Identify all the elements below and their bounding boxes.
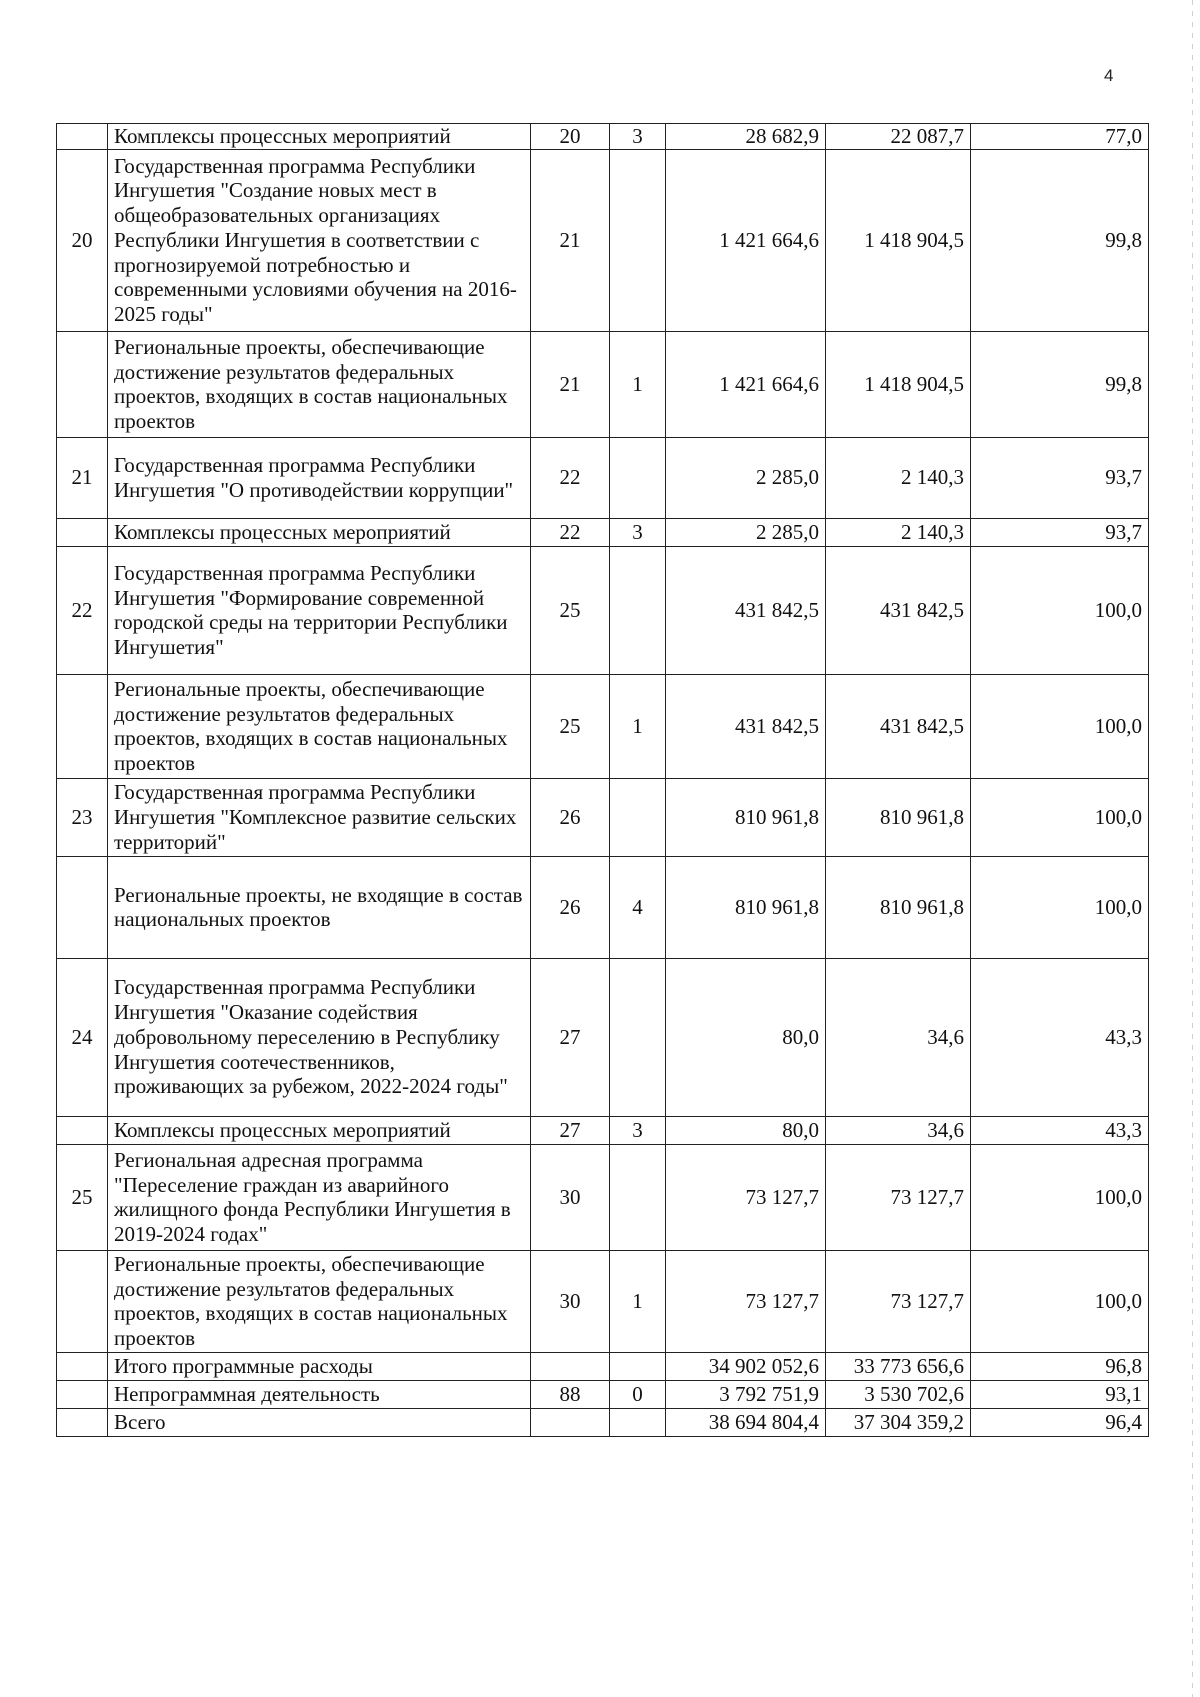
row-name: Государственная программа Республики Ингушетия "Оказание содействия добровольному переселению в Республику Ингушетия соотечественников, проживающих за рубежом, 2022-2024 годы" bbox=[108, 958, 531, 1116]
row-plan-amount: 28 682,9 bbox=[666, 124, 826, 150]
row-fact-amount: 431 842,5 bbox=[826, 674, 971, 778]
row-plan-amount: 431 842,5 bbox=[666, 546, 826, 674]
row-percent: 100,0 bbox=[971, 778, 1149, 856]
row-number: 22 bbox=[57, 546, 108, 674]
row-name: Итого программные расходы bbox=[108, 1352, 531, 1380]
row-subcode: 0 bbox=[610, 1380, 666, 1408]
table-row bbox=[57, 1408, 1149, 1436]
row-name: Региональные проекты, обеспечивающие достижение результатов федеральных проектов, входящих в состав национальных проектов bbox=[108, 674, 531, 778]
table-row bbox=[57, 1250, 1149, 1352]
table-row bbox=[57, 1380, 1149, 1408]
row-fact-amount: 22 087,7 bbox=[826, 124, 971, 150]
row-number: 21 bbox=[57, 437, 108, 518]
row-number bbox=[57, 1352, 108, 1380]
row-name: Региональные проекты, обеспечивающие достижение результатов федеральных проектов, входящих в состав национальных проектов bbox=[108, 331, 531, 437]
row-code: 22 bbox=[531, 518, 610, 546]
row-name: Государственная программа Республики Ингушетия "Создание новых мест в общеобразовательных организациях Республики Ингушетия в соответствии с прогнозируемой потребностью и современными условиями обучения на 2016-2025 годы" bbox=[108, 149, 531, 331]
row-code: 21 bbox=[531, 331, 610, 437]
row-percent: 99,8 bbox=[971, 149, 1149, 331]
row-plan-amount: 810 961,8 bbox=[666, 856, 826, 958]
row-percent: 93,1 bbox=[971, 1380, 1149, 1408]
row-code: 25 bbox=[531, 546, 610, 674]
scan-edge-line bbox=[1192, 0, 1193, 1697]
row-subcode bbox=[610, 546, 666, 674]
row-plan-amount: 38 694 804,4 bbox=[666, 1408, 826, 1436]
row-fact-amount: 2 140,3 bbox=[826, 437, 971, 518]
row-code bbox=[531, 1408, 610, 1436]
row-plan-amount: 1 421 664,6 bbox=[666, 331, 826, 437]
row-name: Всего bbox=[108, 1408, 531, 1436]
row-code: 21 bbox=[531, 149, 610, 331]
table-row bbox=[57, 124, 1149, 150]
row-code: 30 bbox=[531, 1144, 610, 1250]
row-number: 20 bbox=[57, 149, 108, 331]
row-subcode bbox=[610, 1408, 666, 1436]
row-subcode: 4 bbox=[610, 856, 666, 958]
row-percent: 43,3 bbox=[971, 1116, 1149, 1144]
row-number bbox=[57, 518, 108, 546]
row-subcode: 3 bbox=[610, 1116, 666, 1144]
row-subcode: 3 bbox=[610, 518, 666, 546]
row-percent: 100,0 bbox=[971, 856, 1149, 958]
row-number bbox=[57, 674, 108, 778]
row-number bbox=[57, 331, 108, 437]
row-code: 27 bbox=[531, 1116, 610, 1144]
row-number: 23 bbox=[57, 778, 108, 856]
row-name: Комплексы процессных мероприятий bbox=[108, 124, 531, 150]
table-row bbox=[57, 674, 1149, 778]
row-code bbox=[531, 1352, 610, 1380]
row-fact-amount: 73 127,7 bbox=[826, 1144, 971, 1250]
row-subcode: 3 bbox=[610, 124, 666, 150]
row-plan-amount: 2 285,0 bbox=[666, 437, 826, 518]
row-number bbox=[57, 856, 108, 958]
row-fact-amount: 2 140,3 bbox=[826, 518, 971, 546]
row-plan-amount: 34 902 052,6 bbox=[666, 1352, 826, 1380]
row-subcode bbox=[610, 958, 666, 1116]
row-plan-amount: 810 961,8 bbox=[666, 778, 826, 856]
table-row bbox=[57, 437, 1149, 518]
row-code: 26 bbox=[531, 856, 610, 958]
row-number bbox=[57, 1380, 108, 1408]
row-name: Комплексы процессных мероприятий bbox=[108, 518, 531, 546]
table-row bbox=[57, 1144, 1149, 1250]
row-subcode: 1 bbox=[610, 674, 666, 778]
row-code: 20 bbox=[531, 124, 610, 150]
row-plan-amount: 431 842,5 bbox=[666, 674, 826, 778]
row-number bbox=[57, 1250, 108, 1352]
row-number bbox=[57, 1116, 108, 1144]
row-percent: 96,4 bbox=[971, 1408, 1149, 1436]
row-code: 22 bbox=[531, 437, 610, 518]
row-fact-amount: 1 418 904,5 bbox=[826, 149, 971, 331]
row-name: Региональные проекты, не входящие в состав национальных проектов bbox=[108, 856, 531, 958]
row-fact-amount: 810 961,8 bbox=[826, 778, 971, 856]
row-code: 27 bbox=[531, 958, 610, 1116]
row-name: Государственная программа Республики Ингушетия "О противодействии коррупции" bbox=[108, 437, 531, 518]
row-name: Комплексы процессных мероприятий bbox=[108, 1116, 531, 1144]
row-percent: 93,7 bbox=[971, 518, 1149, 546]
row-name: Региональная адресная программа "Переселение граждан из аварийного жилищного фонда Республики Ингушетия в 2019-2024 годах" bbox=[108, 1144, 531, 1250]
row-code: 88 bbox=[531, 1380, 610, 1408]
row-subcode bbox=[610, 1144, 666, 1250]
row-plan-amount: 3 792 751,9 bbox=[666, 1380, 826, 1408]
row-percent: 100,0 bbox=[971, 546, 1149, 674]
row-percent: 99,8 bbox=[971, 331, 1149, 437]
row-subcode bbox=[610, 437, 666, 518]
table-row bbox=[57, 546, 1149, 674]
table-row bbox=[57, 778, 1149, 856]
row-number: 25 bbox=[57, 1144, 108, 1250]
row-fact-amount: 73 127,7 bbox=[826, 1250, 971, 1352]
row-fact-amount: 3 530 702,6 bbox=[826, 1380, 971, 1408]
row-fact-amount: 37 304 359,2 bbox=[826, 1408, 971, 1436]
page-number: 4 bbox=[1104, 66, 1114, 85]
row-percent: 93,7 bbox=[971, 437, 1149, 518]
row-name: Региональные проекты, обеспечивающие достижение результатов федеральных проектов, входящих в состав национальных проектов bbox=[108, 1250, 531, 1352]
table-row bbox=[57, 518, 1149, 546]
row-name: Государственная программа Республики Ингушетия "Формирование современной городской среды на территории Республики Ингушетия" bbox=[108, 546, 531, 674]
row-percent: 77,0 bbox=[971, 124, 1149, 150]
row-name: Непрограммная деятельность bbox=[108, 1380, 531, 1408]
row-fact-amount: 33 773 656,6 bbox=[826, 1352, 971, 1380]
table-row bbox=[57, 331, 1149, 437]
row-code: 26 bbox=[531, 778, 610, 856]
row-plan-amount: 80,0 bbox=[666, 958, 826, 1116]
row-subcode: 1 bbox=[610, 331, 666, 437]
row-code: 30 bbox=[531, 1250, 610, 1352]
row-percent: 96,8 bbox=[971, 1352, 1149, 1380]
row-fact-amount: 34,6 bbox=[826, 958, 971, 1116]
row-number bbox=[57, 124, 108, 150]
row-name: Государственная программа Республики Ингушетия "Комплексное развитие сельских территорий" bbox=[108, 778, 531, 856]
row-fact-amount: 34,6 bbox=[826, 1116, 971, 1144]
row-plan-amount: 73 127,7 bbox=[666, 1144, 826, 1250]
row-number: 24 bbox=[57, 958, 108, 1116]
row-plan-amount: 1 421 664,6 bbox=[666, 149, 826, 331]
row-subcode: 1 bbox=[610, 1250, 666, 1352]
row-fact-amount: 810 961,8 bbox=[826, 856, 971, 958]
row-plan-amount: 80,0 bbox=[666, 1116, 826, 1144]
row-subcode bbox=[610, 149, 666, 331]
budget-table bbox=[56, 123, 1149, 1437]
table-row bbox=[57, 958, 1149, 1116]
table-row bbox=[57, 1352, 1149, 1380]
row-fact-amount: 431 842,5 bbox=[826, 546, 971, 674]
row-plan-amount: 2 285,0 bbox=[666, 518, 826, 546]
row-percent: 100,0 bbox=[971, 674, 1149, 778]
table-row bbox=[57, 856, 1149, 958]
row-number bbox=[57, 1408, 108, 1436]
row-percent: 100,0 bbox=[971, 1250, 1149, 1352]
row-percent: 43,3 bbox=[971, 958, 1149, 1116]
table-row bbox=[57, 1116, 1149, 1144]
row-subcode bbox=[610, 1352, 666, 1380]
row-code: 25 bbox=[531, 674, 610, 778]
row-fact-amount: 1 418 904,5 bbox=[826, 331, 971, 437]
row-subcode bbox=[610, 778, 666, 856]
row-plan-amount: 73 127,7 bbox=[666, 1250, 826, 1352]
row-percent: 100,0 bbox=[971, 1144, 1149, 1250]
table-row bbox=[57, 149, 1149, 331]
